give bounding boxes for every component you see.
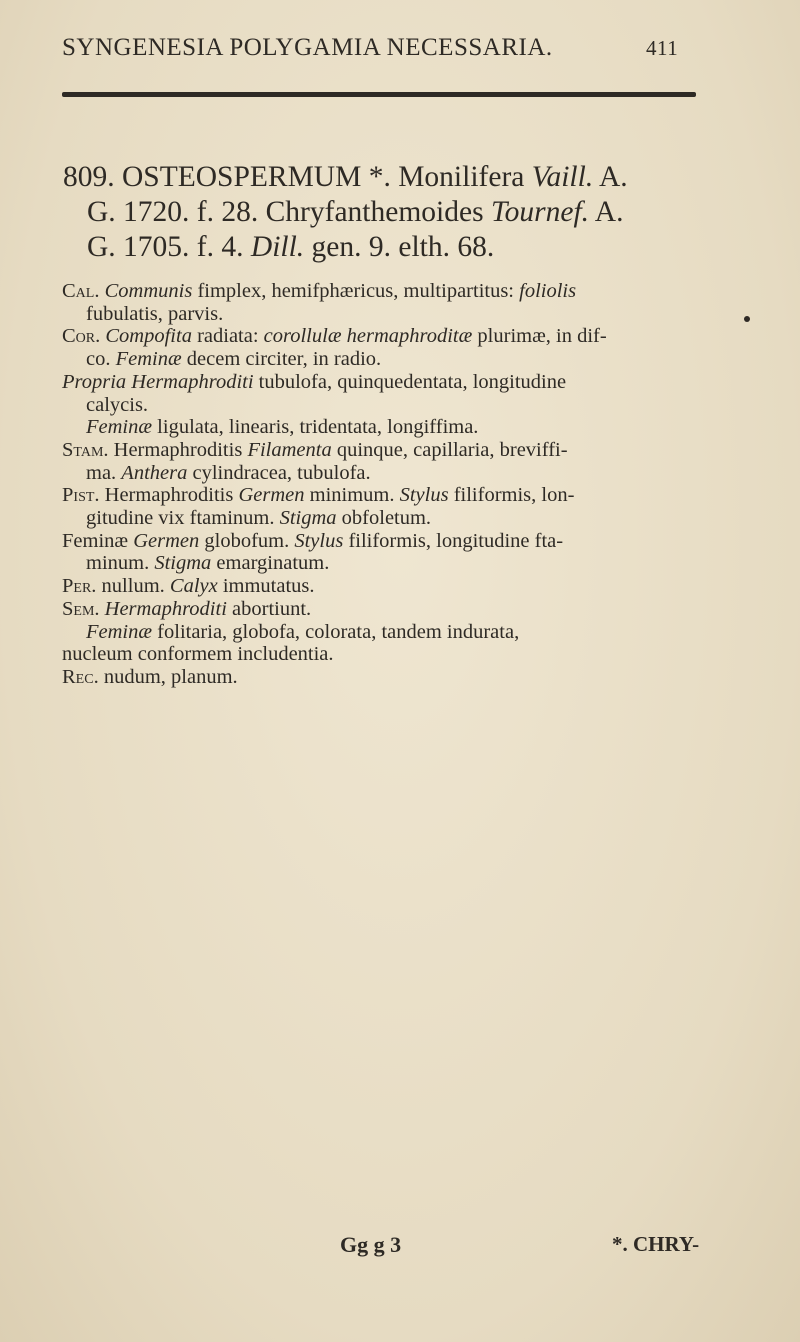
header-rule [62,92,696,97]
genus-heading [63,160,723,265]
calyx-entry: Cal. Communis fimplex, hemifphæricus, multipartitus: foliolis [62,280,577,302]
running-title: SYNGENESIA POLYGAMIA NECESSARIA. [62,34,553,61]
pericarpium-entry: Per. nullum. Calyx immutatus. [62,575,315,598]
catchword: *. CHRY- [612,1232,700,1256]
femina-entry: Feminæ ligulata, linearis, tridentata, longiffima. [86,416,479,439]
running-head [62,34,760,66]
receptaculum-entry: Rec. nudum, planum. [62,665,238,688]
genus-line-2: G. 1720. f. 28. Chryfanthemoides Tournef. A. [87,196,624,228]
stamina-entry: Stam. Hermaphroditis Filamenta quinque, capillaria, breviffi- [62,438,568,461]
page-number: 411 [646,36,679,60]
semina-entry: Sem. Hermaphroditi abortiunt. [62,597,312,620]
ink-speck [744,316,750,322]
signature-mark: Gg g 3 [340,1232,402,1257]
propria-entry: Propria Hermaphroditi tubulofa, quinquedentata, longitudine [62,370,567,393]
genus-description: Cal. Communis fimplex, hemifphæricus, multipartitus: foliolis fubulatis, parvis. Cor. Compofita radiata: corollulæ hermaphroditæ plurimæ, in dif- co. Feminæ decem circiter, in radio. Propria Hermaphroditi tubulofa, quinquedentata, longitudine calycis. Feminæ ligulata, linearis, tridentata, longiffima. Stam. Hermaphroditis Filamenta quinque, capillaria, breviffi- ma. Anthera cylindracea, tubulofa. Pist. Hermaphroditis Germen minimum. Stylus filiformis, lon- gitudine vix ftaminum. Stigma obfoletum. Feminæ Germen globofum. Stylus filiformis, longitudine fta- minum. Stigma emarginatum. Per. nullum. Calyx immutatus. Sem. Hermaphroditi abortiunt. Feminæ folitaria, globofa, colorata, tandem indurata, nucleum conformem includentia. Rec. nudum, planum. [62,280,722,689]
pistillum-entry: Pist. Hermaphroditis Germen minimum. Stylus filiformis, lon- [62,484,575,507]
corolla-entry: Cor. Compofita radiata: corollulæ hermaphroditæ plurimæ, in dif- [62,325,607,348]
genus-line-3: G. 1705. f. 4. Dill. gen. 9. elth. 68. [87,231,495,263]
genus-line-1: 809. OSTEOSPERMUM *. Monilifera Vaill. A. [63,161,628,193]
